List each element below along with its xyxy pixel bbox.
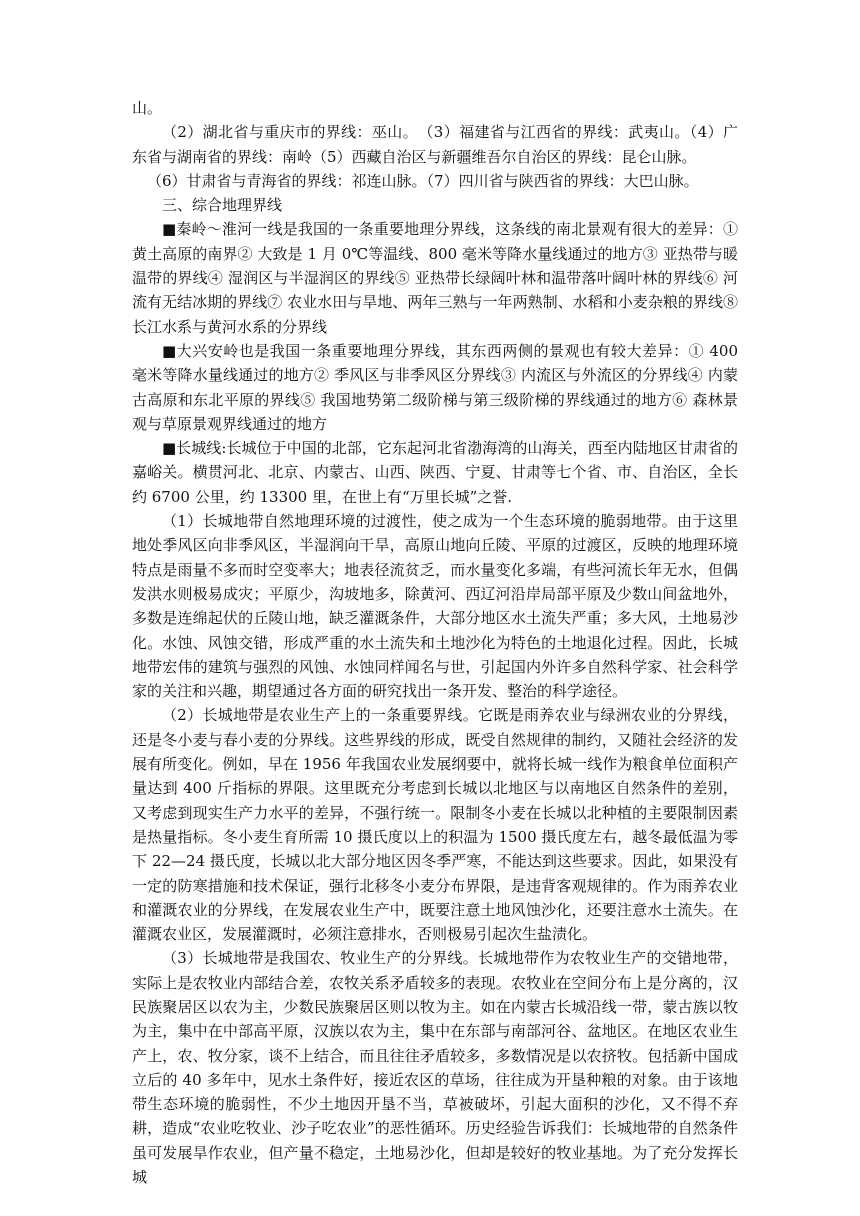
paragraph-province-borders-2: （6）甘肃省与青海省的界线：祁连山脉。（7）四川省与陕西省的界线：大巴山脉。 bbox=[147, 171, 699, 190]
paragraph-province-borders: （2）湖北省与重庆市的界线：巫山。 （3）福建省与江西省的界线：武夷山。（4）广东省与湖南省的界线：南岭（5）西藏自治区与新疆维吾尔自治区的界线：昆仑山脉。 bbox=[132, 123, 738, 166]
paragraph-great-wall-1: （1）长城地带自然地理环境的过渡性，使之成为一个生态环境的脆弱地带。由于这里地处季风区向非季风区，半湿润向干旱，高原山地向丘陵、平原的过渡区，反映的地理环境特点是雨量不多而时空变率大；地表径流贫乏，而水量变化多端，有些河流长年无水，但偶发洪水则极易成灾；平原少，沟坡地多，除黄河、西辽河沿岸局部平原及少数山间盆地外，多数是连绵起伏的丘陵山地，缺乏灌溉条件，大部分地区水土流失严重；多大风，土地易沙化。水蚀、风蚀交错，形成严重的水土流失和土地沙化为特色的土地退化过程。因此，长城地带宏伟的建筑与强烈的风蚀、水蚀同样闻名与世，引起国内外许多自然科学家、社会科学家的关注和兴趣，期望通过各方面的研究找出一条开发、整治的科学途径。 bbox=[132, 512, 738, 701]
section-heading: 三、综合地理界线 bbox=[162, 196, 283, 215]
paragraph-qinling-huaihe: ■秦岭～淮河一线是我国的一条重要地理分界线，这条线的南北景观有很大的差异：① 黄土高原的南界② 大致是 1 月 0℃等温线、800 毫米等降水量线通过的地方③ 亚热带与暖温带的界线④ 湿润区与半湿润区的界线⑤ 亚热带长绿阔叶林和温带落叶阔叶林的界线⑥ 河流有无结冰期的界线⑦ 农业水田与旱地、两年三熟与一年两熟制、水稻和小麦杂粮的界线⑧ 长江水系与黄河水系的分界线 bbox=[132, 220, 738, 336]
paragraph-great-wall-2: （2）长城地带是农业生产上的一条重要界线。它既是雨养农业与绿洲农业的分界线，还是冬小麦与春小麦的分界线。这些界线的形成，既受自然规律的制约，又随社会经济的发展有所变化。例如，早在 1956 年我国农业发展纲要中，就将长城一线作为粮食单位面积产量达到 400 斤指标的界限。这里既充分考虑到长城以北地区与以南地区自然条件的差别，又考虑到现实生产力水平的差异，不强行统一。限制冬小麦在长城以北种植的主要限制因素是热量指标。冬小麦生育所需 10 摄氏度以上的积温为 1500 摄氏度左右，越冬最低温为零下 22—24 摄氏度，长城以北大部分地区因冬季严寒，不能达到这些要求。因此，如果没有一定的防寒措施和技术保证，强行北移冬小麦分布界限，是违背客观规律的。作为雨养农业和灌溉农业的分界线，在发展农业生产中，既要注意土地风蚀沙化，还要注意水土流失。在灌溉农业区，发展灌溉时，必须注意排水，否则极易引起次生盐渍化。 bbox=[132, 706, 738, 944]
paragraph-daxinganling: ■大兴安岭也是我国一条重要地理分界线，其东西两侧的景观也有较大差异：① 400 毫米等降水量线通过的地方② 季风区与非季风区分界线③ 内流区与外流区的分界线④ 内蒙古高原和东北平原的界线⑤ 我国地势第二级阶梯与第三级阶梯的界线通过的地方⑥ 森林景观与草原景观界线通过的地方 bbox=[132, 341, 738, 433]
document-page bbox=[132, 96, 738, 1189]
paragraph-great-wall-3: （3）长城地带是我国农、牧业生产的分界线。长城地带作为农牧业生产的交错地带，实际上是农牧业内部结合差，农牧关系矛盾较多的表现。农牧业在空间分布上是分离的，汉民族聚居区以农为主，少数民族聚居区则以牧为主。如在内蒙古长城沿线一带，蒙古族以牧为主，集中在中部高平原，汉族以农为主，集中在东部与南部河谷、盆地区。在地区农业生产上，农、牧分家，谈不上结合，而且往往矛盾较多，多数情况是以农挤牧。包括新中国成立后的 40 多年中，见水土条件好，接近农区的草场，往往成为开垦种粮的对象。由于该地带生态环境的脆弱性，不少土地因开垦不当，草被破坏，引起大面积的沙化，又不得不弃耕，造成“农业吃牧业、沙子吃农业”的恶性循环。历史经验告诉我们：长城地带的自然条件虽可发展旱作农业，但产量不稳定，土地易沙化，但却是较好的牧业基地。为了充分发挥长城 bbox=[132, 949, 738, 1187]
paragraph-continuation: 山。 bbox=[132, 99, 163, 117]
paragraph-great-wall: ■长城线:长城位于中国的北部，它东起河北省渤海湾的山海关，西至内陆地区甘肃省的嘉峪关。横贯河北、北京、内蒙古、山西、陕西、宁夏、甘肃等七个省、市、自治区，全长约 6700 公里，约 13300 里，在世上有“万里长城”之誉. bbox=[132, 439, 738, 506]
